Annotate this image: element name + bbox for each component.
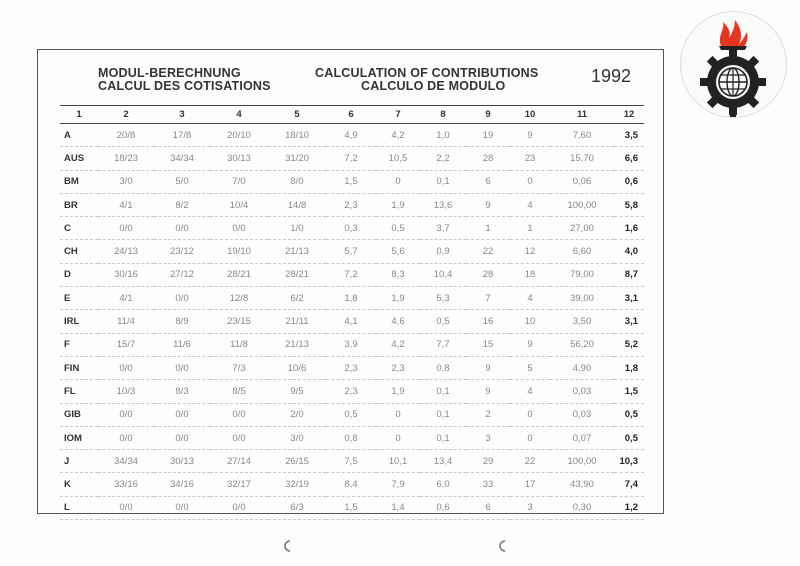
table-cell: 26/15 xyxy=(268,450,326,473)
table-cell: 20/10 xyxy=(210,124,268,147)
module-value: 6,6 xyxy=(614,147,644,170)
table-row xyxy=(60,193,644,216)
title-en: CALCULATION OF CONTRIBUTIONS xyxy=(315,66,539,80)
table-cell: 0,1 xyxy=(420,426,466,449)
punch-hole-left xyxy=(282,540,294,552)
country-code: K xyxy=(60,473,98,496)
table-cell: 0/0 xyxy=(98,426,154,449)
table-cell: 21/13 xyxy=(268,333,326,356)
table-cell: 31/20 xyxy=(268,147,326,170)
table-cell: 7/3 xyxy=(210,356,268,379)
table-cell: 43,90 xyxy=(550,473,614,496)
table-cell: 33/16 xyxy=(98,473,154,496)
table-cell: 7,2 xyxy=(326,147,376,170)
table-row xyxy=(60,263,644,286)
country-code: F xyxy=(60,333,98,356)
country-code: L xyxy=(60,496,98,519)
country-code: AUS xyxy=(60,147,98,170)
table-cell: 30/13 xyxy=(154,450,210,473)
table-cell: 6/2 xyxy=(268,287,326,310)
table-row xyxy=(60,403,644,426)
table-cell: 9 xyxy=(510,333,550,356)
table-row xyxy=(60,147,644,170)
table-cell: 4,2 xyxy=(376,333,420,356)
table-cell: 0/0 xyxy=(154,287,210,310)
table-cell: 34/16 xyxy=(154,473,210,496)
table-cell: 34/34 xyxy=(154,147,210,170)
table-cell: 0,3 xyxy=(326,217,376,240)
table-cell: 7/0 xyxy=(210,170,268,193)
table-cell: 3,50 xyxy=(550,310,614,333)
column-header-11: 11 xyxy=(550,106,614,124)
table-cell: 3/0 xyxy=(268,426,326,449)
table-cell: 0/0 xyxy=(98,496,154,519)
table-cell: 0 xyxy=(376,170,420,193)
table-cell: 0/0 xyxy=(154,217,210,240)
title-middle xyxy=(315,67,538,93)
module-value: 1,8 xyxy=(614,356,644,379)
table-cell: 4/1 xyxy=(98,193,154,216)
country-code: BM xyxy=(60,170,98,193)
table-cell: 24/13 xyxy=(98,240,154,263)
table-row xyxy=(60,426,644,449)
table-cell: 0 xyxy=(510,170,550,193)
table-cell: 5,3 xyxy=(420,287,466,310)
table-cell: 28 xyxy=(466,147,510,170)
table-cell: 7,2 xyxy=(326,263,376,286)
table-cell: 6 xyxy=(466,170,510,193)
table-cell: 0 xyxy=(376,426,420,449)
table-cell: 11/4 xyxy=(98,310,154,333)
table-cell: 0,6 xyxy=(420,496,466,519)
country-code: CH xyxy=(60,240,98,263)
module-value: 3,1 xyxy=(614,310,644,333)
column-header-4: 4 xyxy=(210,106,268,124)
table-cell: 12/8 xyxy=(210,287,268,310)
column-header-2: 2 xyxy=(98,106,154,124)
table-cell: 12 xyxy=(510,240,550,263)
table-cell: 17 xyxy=(510,473,550,496)
module-value: 0,5 xyxy=(614,426,644,449)
table-cell: 0,03 xyxy=(550,403,614,426)
column-header-12: 12 xyxy=(614,106,644,124)
table-cell: 0/0 xyxy=(210,496,268,519)
table-cell: 0/0 xyxy=(98,403,154,426)
table-cell: 6,0 xyxy=(420,473,466,496)
table-cell: 0,5 xyxy=(326,403,376,426)
table-cell: 2 xyxy=(466,403,510,426)
table-cell: 10,1 xyxy=(376,450,420,473)
table-cell: 32/17 xyxy=(210,473,268,496)
table-cell: 1,9 xyxy=(376,193,420,216)
table-row xyxy=(60,310,644,333)
table-cell: 9 xyxy=(466,193,510,216)
table-cell: 8/9 xyxy=(154,310,210,333)
table-cell: 0,1 xyxy=(420,170,466,193)
table-cell: 7,60 xyxy=(550,124,614,147)
table-cell: 39,00 xyxy=(550,287,614,310)
table-cell: 0/0 xyxy=(154,356,210,379)
table-cell: 0,5 xyxy=(376,217,420,240)
table-cell: 10/3 xyxy=(98,380,154,403)
table-cell: 9/5 xyxy=(268,380,326,403)
table-cell: 2,3 xyxy=(326,380,376,403)
column-header-8: 8 xyxy=(420,106,466,124)
table-header-row xyxy=(60,106,644,124)
table-cell: 18 xyxy=(510,263,550,286)
country-code: E xyxy=(60,287,98,310)
country-code: D xyxy=(60,263,98,286)
table-cell: 6,60 xyxy=(550,240,614,263)
table-cell: 0,07 xyxy=(550,426,614,449)
logo-badge xyxy=(680,11,787,118)
table-cell: 0/0 xyxy=(154,403,210,426)
title-it: CALCULO DE MODULO xyxy=(361,79,506,93)
table-cell: 2/0 xyxy=(268,403,326,426)
table-cell: 19/10 xyxy=(210,240,268,263)
table-cell: 0/0 xyxy=(154,426,210,449)
table-cell: 7,9 xyxy=(376,473,420,496)
table-cell: 0/0 xyxy=(154,496,210,519)
table-cell: 0,30 xyxy=(550,496,614,519)
table-cell: 0,5 xyxy=(420,310,466,333)
title-left xyxy=(98,67,271,93)
table-cell: 4,90 xyxy=(550,356,614,379)
table-row xyxy=(60,356,644,379)
table-cell: 29 xyxy=(466,450,510,473)
module-value: 3,5 xyxy=(614,124,644,147)
contribution-table xyxy=(60,105,644,520)
table-cell: 4,9 xyxy=(326,124,376,147)
column-header-6: 6 xyxy=(326,106,376,124)
table-cell: 4 xyxy=(510,193,550,216)
country-code: FIN xyxy=(60,356,98,379)
module-value: 3,1 xyxy=(614,287,644,310)
column-header-10: 10 xyxy=(510,106,550,124)
table-cell: 1/0 xyxy=(268,217,326,240)
table-cell: 21/11 xyxy=(268,310,326,333)
table-cell: 2,3 xyxy=(326,193,376,216)
table-cell: 32/19 xyxy=(268,473,326,496)
table-cell: 4,2 xyxy=(376,124,420,147)
table-cell: 9 xyxy=(510,124,550,147)
table-cell: 3/0 xyxy=(98,170,154,193)
table-cell: 28 xyxy=(466,263,510,286)
table-cell: 2,2 xyxy=(420,147,466,170)
table-cell: 7,7 xyxy=(420,333,466,356)
table-cell: 1,5 xyxy=(326,496,376,519)
module-value: 4,0 xyxy=(614,240,644,263)
table-cell: 0/0 xyxy=(210,403,268,426)
table-row xyxy=(60,170,644,193)
table-cell: 1,0 xyxy=(420,124,466,147)
table-cell: 5/0 xyxy=(154,170,210,193)
table-cell: 13,4 xyxy=(420,450,466,473)
country-code: BR xyxy=(60,193,98,216)
table-cell: 18/10 xyxy=(268,124,326,147)
module-value: 5,2 xyxy=(614,333,644,356)
table-cell: 13,6 xyxy=(420,193,466,216)
table-cell: 28/21 xyxy=(210,263,268,286)
table-cell: 8/0 xyxy=(268,170,326,193)
module-value: 1,2 xyxy=(614,496,644,519)
table-row xyxy=(60,450,644,473)
table-cell: 1 xyxy=(510,217,550,240)
table-cell: 0,8 xyxy=(420,356,466,379)
table-cell: 1,9 xyxy=(376,380,420,403)
table-cell: 5,7 xyxy=(326,240,376,263)
table-cell: 4/1 xyxy=(98,287,154,310)
table-row xyxy=(60,124,644,147)
table-cell: 20/8 xyxy=(98,124,154,147)
table-row xyxy=(60,217,644,240)
table-cell: 15/7 xyxy=(98,333,154,356)
table-cell: 0 xyxy=(376,403,420,426)
table-cell: 0,03 xyxy=(550,380,614,403)
table-cell: 0/0 xyxy=(210,217,268,240)
year-label: 1992 xyxy=(591,66,632,86)
table-cell: 7,5 xyxy=(326,450,376,473)
table-cell: 10,5 xyxy=(376,147,420,170)
table-cell: 56,20 xyxy=(550,333,614,356)
table-cell: 0,1 xyxy=(420,403,466,426)
country-code: IOM xyxy=(60,426,98,449)
table-cell: 30/13 xyxy=(210,147,268,170)
table-cell: 7 xyxy=(466,287,510,310)
table-cell: 0 xyxy=(510,426,550,449)
table-cell: 22 xyxy=(466,240,510,263)
table-cell: 34/34 xyxy=(98,450,154,473)
table-cell: 0,06 xyxy=(550,170,614,193)
table-cell: 17/8 xyxy=(154,124,210,147)
table-row xyxy=(60,380,644,403)
table-cell: 8/2 xyxy=(154,193,210,216)
country-code: C xyxy=(60,217,98,240)
table-cell: 8/3 xyxy=(154,380,210,403)
module-value: 0,6 xyxy=(614,170,644,193)
table-cell: 0/0 xyxy=(210,426,268,449)
table-cell: 1,8 xyxy=(326,287,376,310)
column-header-3: 3 xyxy=(154,106,210,124)
table-cell: 0,1 xyxy=(420,380,466,403)
table-row xyxy=(60,473,644,496)
table-cell: 11/8 xyxy=(210,333,268,356)
country-code: A xyxy=(60,124,98,147)
module-value: 5,8 xyxy=(614,193,644,216)
contribution-table-frame xyxy=(37,49,664,514)
table-cell: 10,4 xyxy=(420,263,466,286)
table-cell: 2,3 xyxy=(326,356,376,379)
table-cell: 10/4 xyxy=(210,193,268,216)
table-cell: 4 xyxy=(510,380,550,403)
table-cell: 0,9 xyxy=(420,240,466,263)
table-cell: 10 xyxy=(510,310,550,333)
column-header-7: 7 xyxy=(376,106,420,124)
table-cell: 8/5 xyxy=(210,380,268,403)
table-cell: 100,00 xyxy=(550,450,614,473)
table-cell: 3 xyxy=(466,426,510,449)
column-header-9: 9 xyxy=(466,106,510,124)
table-row xyxy=(60,496,644,519)
module-value: 8,7 xyxy=(614,263,644,286)
module-value: 1,6 xyxy=(614,217,644,240)
country-code: J xyxy=(60,450,98,473)
country-code: FL xyxy=(60,380,98,403)
table-cell: 8,4 xyxy=(326,473,376,496)
table-cell: 21/13 xyxy=(268,240,326,263)
table-cell: 0,8 xyxy=(326,426,376,449)
table-cell: 27/12 xyxy=(154,263,210,286)
table-cell: 10/6 xyxy=(268,356,326,379)
column-header-1: 1 xyxy=(60,106,98,124)
table-cell: 9 xyxy=(466,380,510,403)
table-cell: 27/14 xyxy=(210,450,268,473)
module-value: 0,5 xyxy=(614,403,644,426)
table-cell: 1 xyxy=(466,217,510,240)
title-de: MODUL-BERECHNUNG xyxy=(98,66,241,80)
column-header-5: 5 xyxy=(268,106,326,124)
table-cell: 27,00 xyxy=(550,217,614,240)
table-cell: 79,00 xyxy=(550,263,614,286)
table-cell: 28/21 xyxy=(268,263,326,286)
table-cell: 9 xyxy=(466,356,510,379)
table-cell: 15,70 xyxy=(550,147,614,170)
title-fr: CALCUL DES COTISATIONS xyxy=(98,79,271,93)
table-cell: 0 xyxy=(510,403,550,426)
punch-hole-right xyxy=(497,540,509,552)
table-cell: 0/0 xyxy=(98,356,154,379)
table-body xyxy=(60,124,644,520)
table-cell: 2,3 xyxy=(376,356,420,379)
table-cell: 33 xyxy=(466,473,510,496)
table-cell: 1,5 xyxy=(326,170,376,193)
table-cell: 3 xyxy=(510,496,550,519)
table-cell: 1,4 xyxy=(376,496,420,519)
table-cell: 0/0 xyxy=(98,217,154,240)
table-cell: 6/3 xyxy=(268,496,326,519)
table-cell: 1,9 xyxy=(376,287,420,310)
table-cell: 18/23 xyxy=(98,147,154,170)
table-cell: 4,6 xyxy=(376,310,420,333)
table-cell: 8,3 xyxy=(376,263,420,286)
country-code: IRL xyxy=(60,310,98,333)
table-cell: 23 xyxy=(510,147,550,170)
table-cell: 16 xyxy=(466,310,510,333)
table-cell: 23/12 xyxy=(154,240,210,263)
table-cell: 19 xyxy=(466,124,510,147)
table-cell: 6 xyxy=(466,496,510,519)
table-cell: 100,00 xyxy=(550,193,614,216)
table-cell: 5,6 xyxy=(376,240,420,263)
table-cell: 3,9 xyxy=(326,333,376,356)
table-cell: 3,7 xyxy=(420,217,466,240)
module-value: 7,4 xyxy=(614,473,644,496)
table-cell: 22 xyxy=(510,450,550,473)
table-cell: 14/8 xyxy=(268,193,326,216)
emblem-icon xyxy=(681,12,786,117)
table-cell: 23/15 xyxy=(210,310,268,333)
table-cell: 4,1 xyxy=(326,310,376,333)
table-cell: 4 xyxy=(510,287,550,310)
table-row xyxy=(60,287,644,310)
table-row xyxy=(60,240,644,263)
table-cell: 30/16 xyxy=(98,263,154,286)
module-value: 1,5 xyxy=(614,380,644,403)
module-value: 10,3 xyxy=(614,450,644,473)
table-cell: 5 xyxy=(510,356,550,379)
table-row xyxy=(60,333,644,356)
table-cell: 11/6 xyxy=(154,333,210,356)
country-code: GIB xyxy=(60,403,98,426)
table-cell: 15 xyxy=(466,333,510,356)
